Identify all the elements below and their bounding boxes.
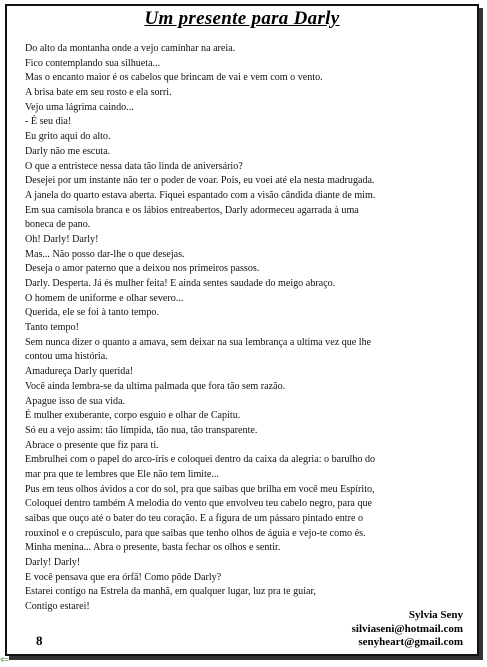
poem-line: Eu grito aqui do alto. <box>25 131 111 143</box>
page-frame <box>5 4 479 656</box>
poem-line: mar pra que te lembres que Ele não tem limite... <box>25 468 219 480</box>
poem-line: É mulher exuberante, corpo esguio e olhar de Capitu. <box>25 410 241 422</box>
poem-line: O que a entristece nessa data tão linda de aniversário? <box>25 160 243 172</box>
poem-line: Apague isso de sua vida. <box>25 395 126 407</box>
signature-block <box>352 609 463 650</box>
poem-line: A brisa bate em seu rosto e ela sorri. <box>25 87 172 99</box>
poem-line: saibas que ouço até o bater do teu coração. E a figura de um pássaro pintado entre o <box>25 513 364 524</box>
poem-line: Minha menina... Abra o presente, basta fechar os olhos e sentir. <box>25 542 281 554</box>
poem-line: Querida, ele se foi à tanto tempo. <box>25 307 159 319</box>
poem-line: - É seu dia! <box>25 116 72 128</box>
poem-line: Mas... Não posso dar-lhe o que desejas. <box>25 248 185 260</box>
poem-line: Estarei contigo na Estrela da manhã, em qualquer lugar, luz pra te guiar, <box>25 586 316 598</box>
poem-line: boneca de pano. <box>25 219 91 231</box>
poem-line: Pus em teus olhos ávidos a cor do sol, pra que saibas que brilha em você meu Espírito, <box>25 483 375 495</box>
poem-line: Você ainda lembra-se da ultima palmada que fora tão sem razão. <box>25 380 286 392</box>
poem-line: Em sua camisola branca e os lábios entreabertos, Darly adormeceu agarrada à uma <box>25 204 359 216</box>
poem-line: Abrace o presente que fiz para ti. <box>25 439 159 451</box>
poem-line: contou uma história. <box>25 351 108 363</box>
poem-line: Desejei por um instante não ter o poder de voar. Pois, eu voei até ela nesta madrugada. <box>25 175 375 187</box>
poem-line: O homem de uniforme e olhar severo... <box>25 292 184 304</box>
poem-line: Amadureça Darly querida! <box>25 366 134 378</box>
poem-line: A janela do quarto estava aberta. Fiquei espantado com a visão cândida diante de mim. <box>25 189 376 201</box>
poem-body <box>25 42 477 615</box>
page-corner-arrows-icon[interactable]: ⇐ <box>0 653 10 666</box>
poem-line: Deseja o amor paterno que a deixou nos primeiros passos. <box>25 263 260 275</box>
poem-line: Embrulhei com o papel do arco-íris e coloquei dentro da caixa da alegria: o barulho do <box>25 454 376 466</box>
poem-line: Vejo uma lágrima caindo... <box>25 101 134 113</box>
author-name: Sylvia Seny <box>408 609 463 621</box>
poem-line: Contigo estarei! <box>25 601 90 613</box>
poem-line: Darly não me escuta. <box>25 145 111 157</box>
poem-line: Coloquei dentro também A melodia do vento que envolveu teu cabelo negro, para que <box>25 498 373 510</box>
poem-line: E você pensava que era órfã! Como pôde Darly? <box>25 571 222 583</box>
poem-line: Só eu a vejo assim: tão límpida, tão nua, tão transparente. <box>25 424 258 436</box>
page-number: 8 <box>36 633 43 648</box>
author-email-2: senyheart@gmail.com <box>358 636 463 648</box>
poem-line: Darly. Desperta. Já és mulher feita! E ainda sentes saudade do meigo abraço. <box>25 278 336 289</box>
poem-line: Tanto tempo! <box>25 322 79 334</box>
poem-line: Mas o encanto maior é os cabelos que brincam de vai e vem com o vento. <box>25 72 323 84</box>
author-email-1: silviaseni@hotmail.com <box>351 622 463 635</box>
poem-line: Sem nunca dizer o quanto a amava, sem deixar na sua lembrança a ultima vez que lhe <box>25 336 372 348</box>
poem-line: Oh! Darly! Darly! <box>25 233 99 245</box>
poem-line: Darly! Darly! <box>25 557 81 569</box>
poem-line: rouxinol e o crepúsculo, para que saibas que tenho olhos de águia e vejo-te como és. <box>25 527 366 539</box>
poem-line: Fico contemplando sua silhueta... <box>25 57 161 69</box>
document-title: Um presente para Darly <box>144 8 340 29</box>
poem-line: Do alto da montanha onde a vejo caminhar na areia. <box>25 43 236 54</box>
